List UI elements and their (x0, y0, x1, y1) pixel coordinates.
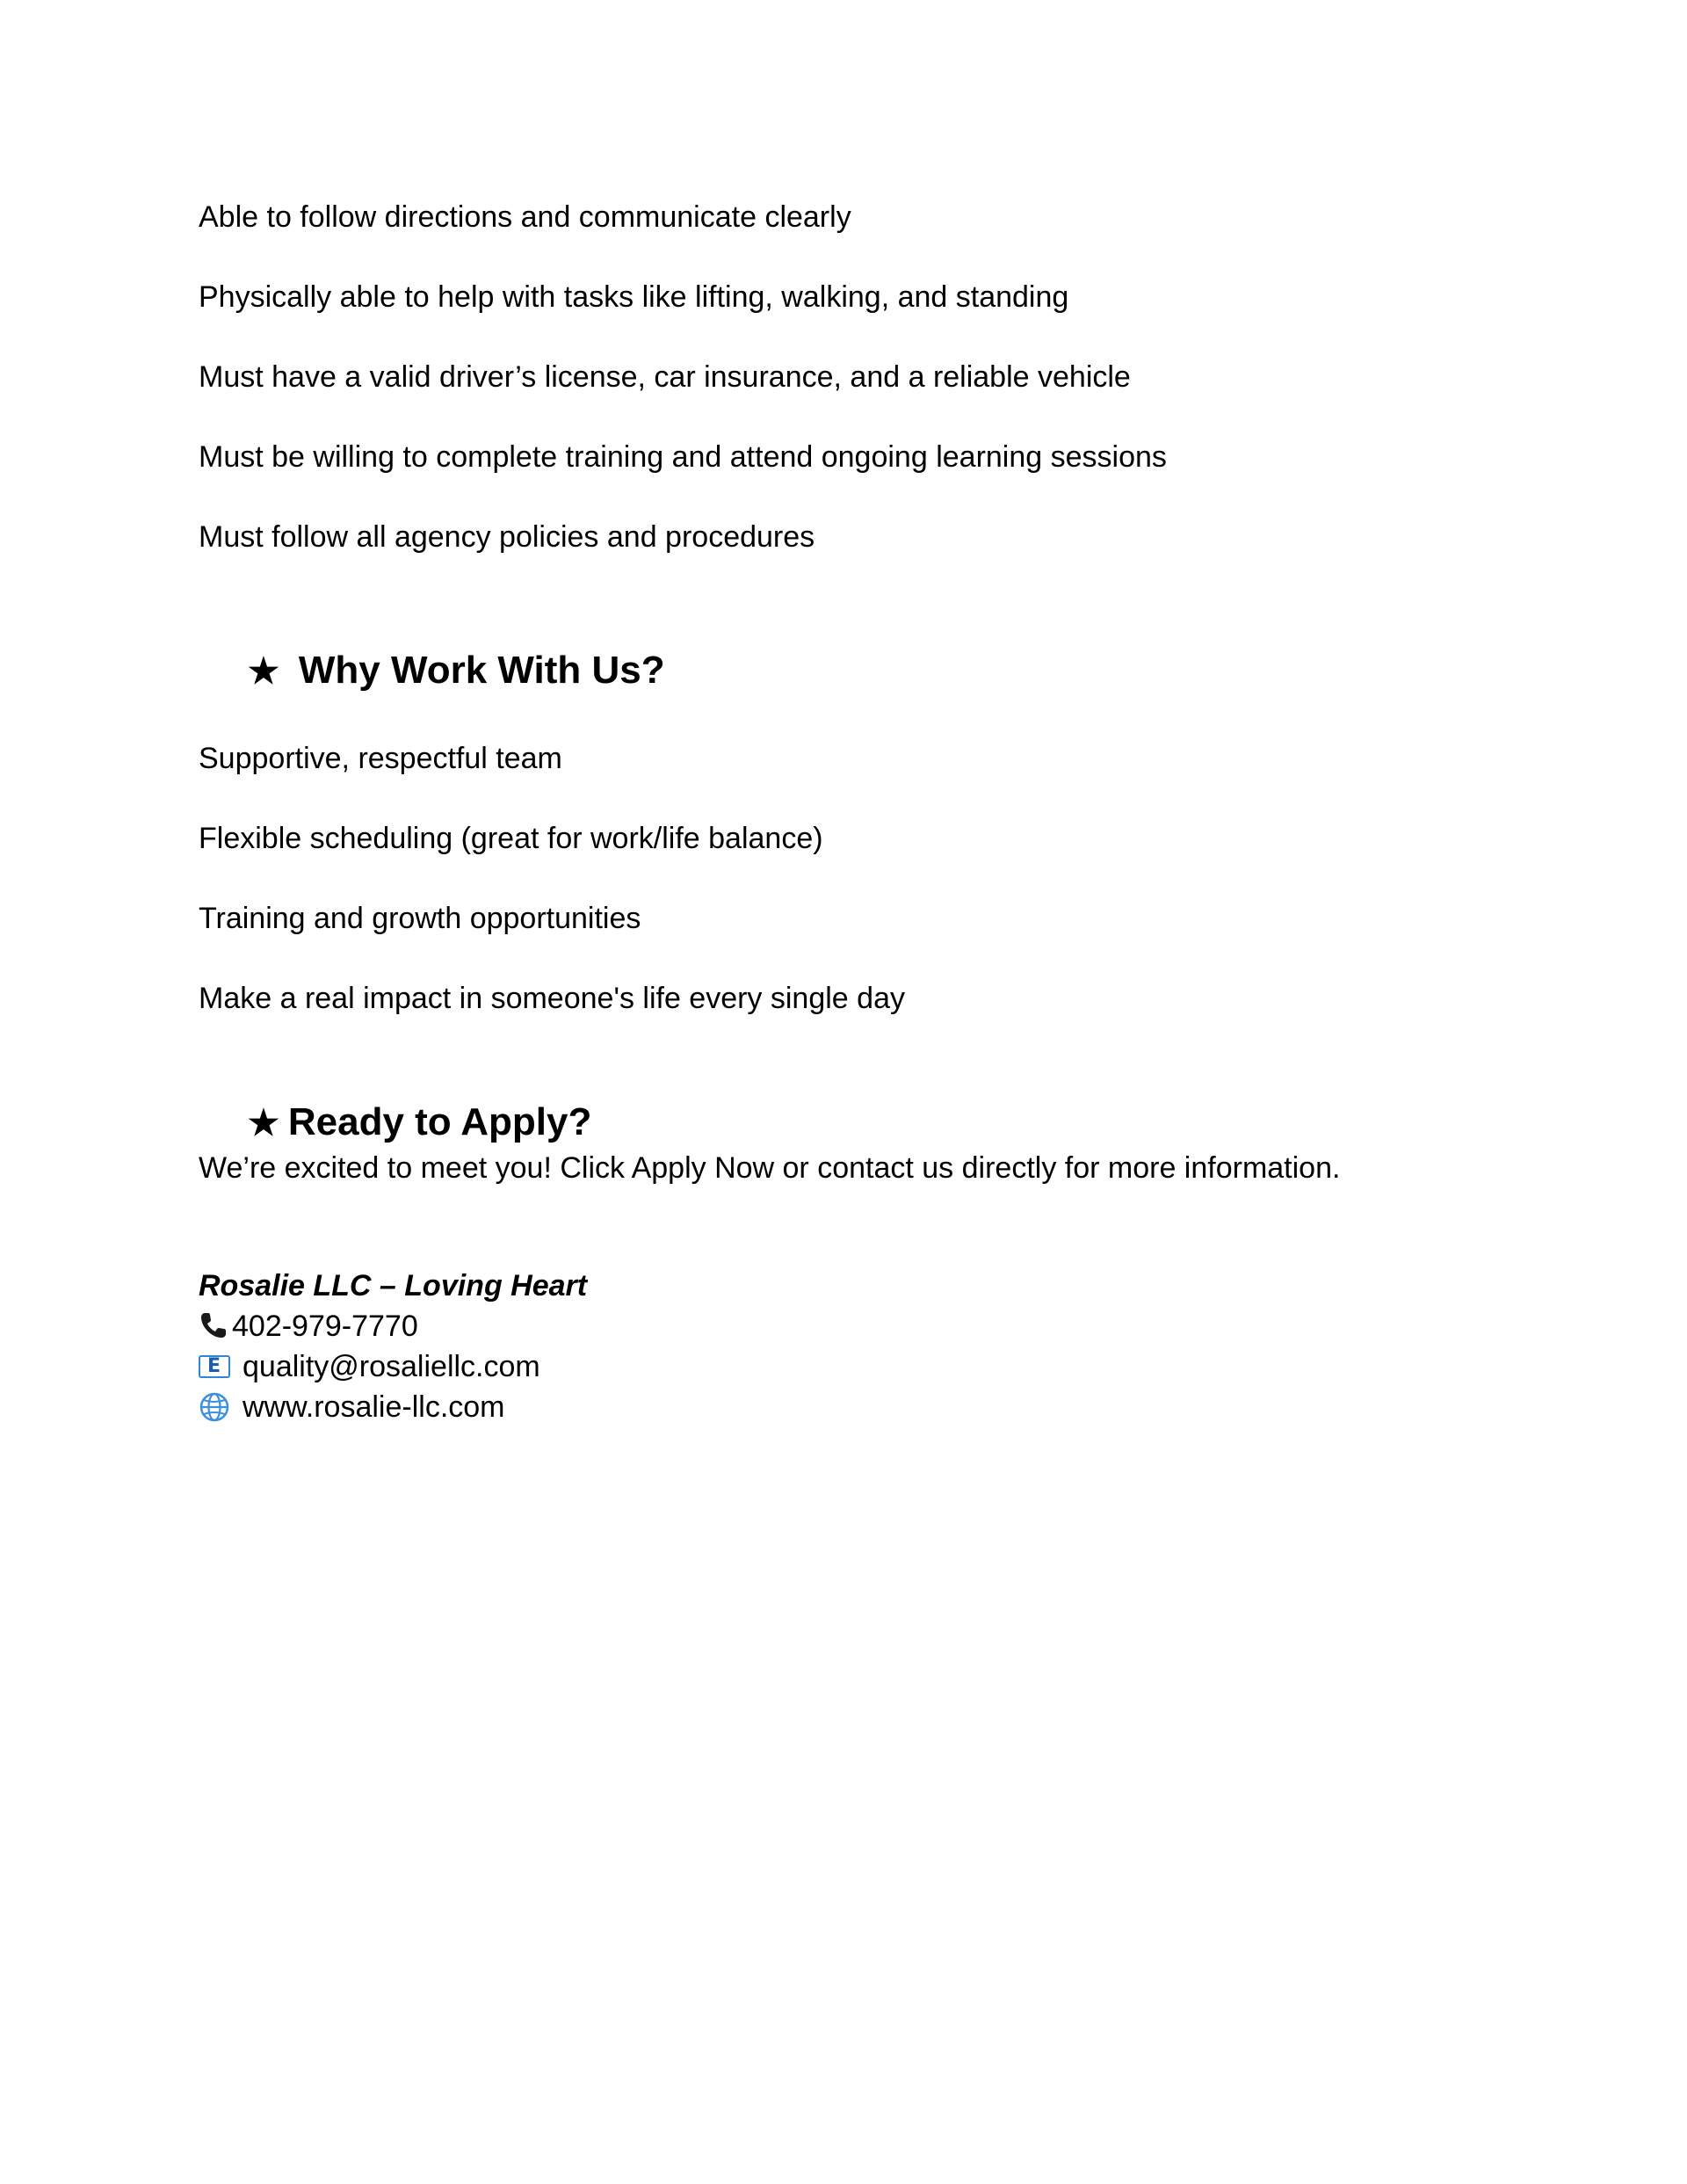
section-title: Why Work With Us? (298, 649, 665, 692)
company-name: Rosalie LLC – Loving Heart (199, 1269, 588, 1302)
star-icon: ★ (248, 652, 279, 691)
requirement-item: Must have a valid driver’s license, car insurance, and a reliable vehicle (199, 360, 1131, 394)
requirement-item: Physically able to help with tasks like lifting, walking, and standing (199, 280, 1069, 314)
benefit-item: Flexible scheduling (great for work/life balance) (199, 822, 823, 855)
section-title: Ready to Apply? (287, 1100, 592, 1143)
website-link[interactable]: www.rosalie-llc.com (243, 1390, 505, 1424)
email-icon: E (199, 1355, 230, 1378)
benefit-item: Training and growth opportunities (199, 902, 641, 935)
benefit-item: Make a real impact in someone's life every single day (199, 982, 905, 1015)
section-heading-why-work-with-us (248, 648, 665, 694)
apply-text: We’re excited to meet you! Click Apply Now or contact us directly for more information. (199, 1151, 1341, 1185)
requirement-item: Must be willing to complete training and attend ongoing learning sessions (199, 440, 1167, 474)
email-link[interactable]: quality@rosaliellc.com (243, 1350, 540, 1383)
phone-number[interactable]: 402-979-7770 (232, 1310, 418, 1343)
section-heading-ready-to-apply (248, 1099, 591, 1146)
requirement-item: Able to follow directions and communicate clearly (199, 200, 851, 234)
globe-icon (199, 1391, 230, 1423)
telephone-receiver-icon (199, 1310, 228, 1340)
email-line (199, 1349, 540, 1384)
phone-line (199, 1309, 418, 1344)
website-line (199, 1389, 505, 1425)
star-icon: ★ (248, 1104, 279, 1143)
benefit-item: Supportive, respectful team (199, 742, 562, 775)
requirement-item: Must follow all agency policies and procedures (199, 520, 815, 554)
